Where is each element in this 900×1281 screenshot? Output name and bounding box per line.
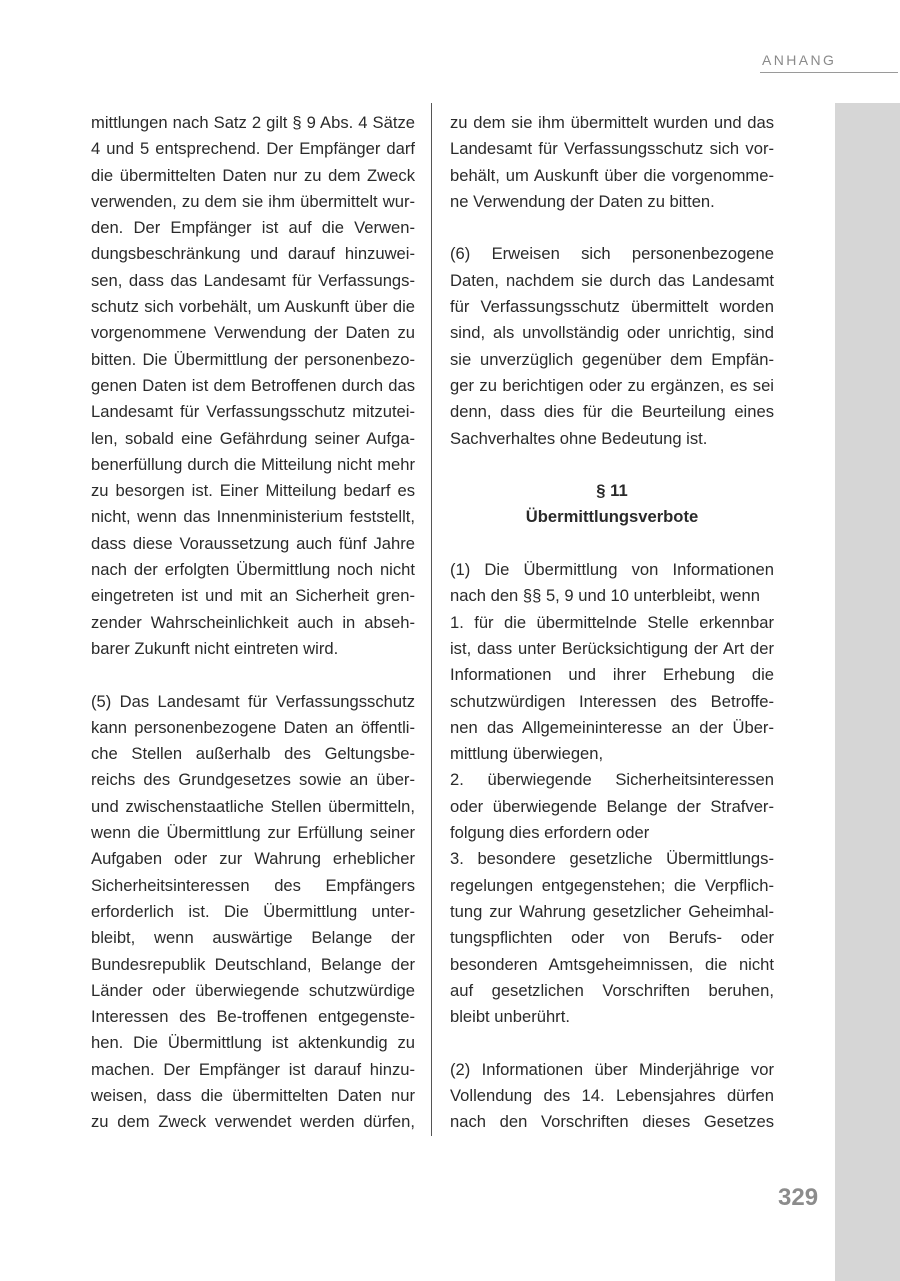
text-line: benerfüllung durch die Mitteilung nicht mehr bbox=[91, 454, 415, 474]
text-line: wenn die Übermittlung zur Erfüllung seiner bbox=[91, 823, 415, 843]
text-line: vorgenommene Verwendung der Daten zu bbox=[91, 323, 415, 343]
column-divider bbox=[431, 103, 432, 1136]
text-line: oder überwiegende Belange der Strafver- bbox=[450, 796, 774, 816]
text-line: ger zu berichtigen oder zu ergänzen, es sei bbox=[450, 375, 774, 395]
text-line: zu dem Zweck verwendet werden dürfen, bbox=[91, 1112, 415, 1132]
text-line: Bundesrepublik Deutschland, Belange der bbox=[91, 954, 415, 974]
text-line: weisen, dass die übermittelten Daten nur bbox=[91, 1085, 415, 1105]
text-line: Daten, nachdem sie durch das Landesamt bbox=[450, 270, 774, 290]
text-line: bitten. Die Übermittlung der personenbezo- bbox=[91, 349, 415, 369]
paragraph-gap bbox=[450, 215, 774, 241]
text-line: den. Der Empfänger ist auf die Verwen- bbox=[91, 218, 415, 238]
text-line: ne Verwendung der Daten zu bitten. bbox=[450, 191, 715, 211]
text-line: Vollendung des 14. Lebensjahres dürfen bbox=[450, 1085, 774, 1105]
text-line: Aufgaben oder zur Wahrung erheblicher bbox=[91, 849, 415, 869]
text-line: genen Daten ist dem Betroffenen durch das bbox=[91, 375, 415, 395]
text-line: nen das Allgemeininteresse an der Über- bbox=[450, 717, 774, 737]
left-text-column bbox=[91, 110, 415, 1136]
text-line: Landesamt für Verfassungsschutz sich vor- bbox=[450, 139, 774, 159]
text-line: dungsbeschränkung und darauf hinzuwei- bbox=[91, 244, 415, 264]
text-line: Interessen des Be-troffenen entgegenste- bbox=[91, 1007, 415, 1027]
text-line: auf gesetzlichen Vorschriften beruhen, bbox=[450, 980, 774, 1000]
text-line: die übermittelten Daten nur zu dem Zweck bbox=[91, 165, 415, 185]
text-line: Landesamt für Verfassungsschutz mitzutei- bbox=[91, 402, 415, 422]
text-line: zender Wahrscheinlichkeit auch in abseh- bbox=[91, 612, 415, 632]
text-line: nicht, wenn das Innenministerium feststellt, bbox=[91, 507, 415, 527]
text-line: nach den §§ 5, 9 und 10 unterbleibt, wenn bbox=[450, 586, 760, 606]
text-line: bleibt unberührt. bbox=[450, 1007, 570, 1027]
section-heading-line: § 11 bbox=[596, 481, 628, 501]
text-line: 4 und 5 entsprechend. Der Empfänger darf bbox=[91, 139, 415, 159]
text-line: tungspflichten oder von Berufs- oder bbox=[450, 928, 774, 948]
text-line: schutzwürdigen Interessen des Betroffe- bbox=[450, 691, 774, 711]
text-line: eingetreten ist und mit an Sicherheit gren- bbox=[91, 586, 415, 606]
paragraph-gap bbox=[450, 531, 774, 557]
text-line: sen, dass das Landesamt für Verfassungs- bbox=[91, 270, 415, 290]
running-header: ANHANG bbox=[762, 52, 837, 68]
text-line: Informationen und ihrer Erhebung die bbox=[450, 665, 774, 685]
text-line: nach der erfolgten Übermittlung noch nicht bbox=[91, 560, 415, 580]
text-line: bleibt, wenn auswärtige Belange der bbox=[91, 928, 415, 948]
text-line: Sachverhaltes ohne Bedeutung ist. bbox=[450, 428, 708, 448]
text-line: besonderen Amtsgeheimnissen, die nicht bbox=[450, 954, 774, 974]
text-line: verwenden, zu dem sie ihm übermittelt wur- bbox=[91, 191, 415, 211]
text-line: schutz sich vorbehält, um Auskunft über die bbox=[91, 297, 415, 317]
text-line: regelungen entgegenstehen; die Verpflich- bbox=[450, 875, 774, 895]
text-line: sie unverzüglich gegenüber dem Empfän- bbox=[450, 349, 774, 369]
text-line: nach den Vorschriften dieses Gesetzes bbox=[450, 1112, 774, 1132]
right-text-column bbox=[450, 110, 774, 1136]
text-line: reichs des Grundgesetzes sowie an über- bbox=[91, 770, 415, 790]
text-line: mittlungen nach Satz 2 gilt § 9 Abs. 4 Sätze bbox=[91, 113, 415, 132]
text-line: sind, als unvollständig oder unrichtig, sind bbox=[450, 323, 774, 343]
text-line: barer Zukunft nicht eintreten wird. bbox=[91, 638, 339, 658]
text-line: 2. überwiegende Sicherheitsinteressen bbox=[450, 770, 774, 790]
text-line: tung zur Wahrung gesetzlicher Geheimhal- bbox=[450, 901, 774, 921]
text-line: (6) Erweisen sich personenbezogene bbox=[450, 244, 774, 264]
text-line: ist, dass unter Berücksichtigung der Art der bbox=[450, 638, 774, 658]
text-line: mittlung überwiegen, bbox=[450, 744, 604, 764]
page-number: 329 bbox=[778, 1184, 819, 1211]
text-line: Länder oder überwiegende schutzwürdige bbox=[91, 980, 415, 1000]
text-line: len, sobald eine Gefährdung seiner Aufga- bbox=[91, 428, 415, 448]
text-line: (2) Informationen über Minderjährige vor bbox=[450, 1059, 774, 1079]
text-line: zu dem sie ihm übermittelt wurden und das bbox=[450, 113, 774, 132]
text-line: 1. für die übermittelnde Stelle erkennbar bbox=[450, 612, 774, 632]
text-line: (1) Die Übermittlung von Informationen bbox=[450, 560, 774, 580]
section-heading-line: Übermittlungsverbote bbox=[525, 507, 699, 527]
paragraph-gap bbox=[450, 452, 774, 478]
text-line: kann personenbezogene Daten an öffentli- bbox=[91, 717, 415, 737]
text-line: machen. Der Empfänger ist darauf hinzu- bbox=[91, 1059, 415, 1079]
text-line: Sicherheitsinteressen des Empfängers bbox=[91, 875, 415, 895]
text-line: folgung dies erfordern oder bbox=[450, 823, 650, 843]
text-line: für Verfassungsschutz übermittelt worden bbox=[450, 297, 774, 317]
text-line: denn, dass dies für die Beurteilung eines bbox=[450, 402, 774, 422]
paragraph-gap bbox=[450, 1030, 774, 1056]
text-line: zu besorgen ist. Einer Mitteilung bedarf es bbox=[91, 481, 415, 501]
text-line: 3. besondere gesetzliche Übermittlungs- bbox=[450, 849, 774, 869]
text-line: erforderlich ist. Die Übermittlung unter- bbox=[91, 901, 415, 921]
side-margin-bar bbox=[835, 103, 900, 1281]
text-line: und zwischenstaatliche Stellen übermitteln, bbox=[91, 796, 415, 816]
text-line: hen. Die Übermittlung ist aktenkundig zu bbox=[91, 1033, 415, 1053]
text-line: (5) Das Landesamt für Verfassungsschutz bbox=[91, 691, 415, 711]
paragraph-gap bbox=[91, 662, 415, 688]
text-line: che Stellen außerhalb des Geltungsbe- bbox=[91, 744, 415, 764]
text-line: dass diese Voraussetzung auch fünf Jahre bbox=[91, 533, 415, 553]
text-line: behält, um Auskunft über die vorgenomme- bbox=[450, 165, 774, 185]
header-rule bbox=[760, 72, 898, 73]
